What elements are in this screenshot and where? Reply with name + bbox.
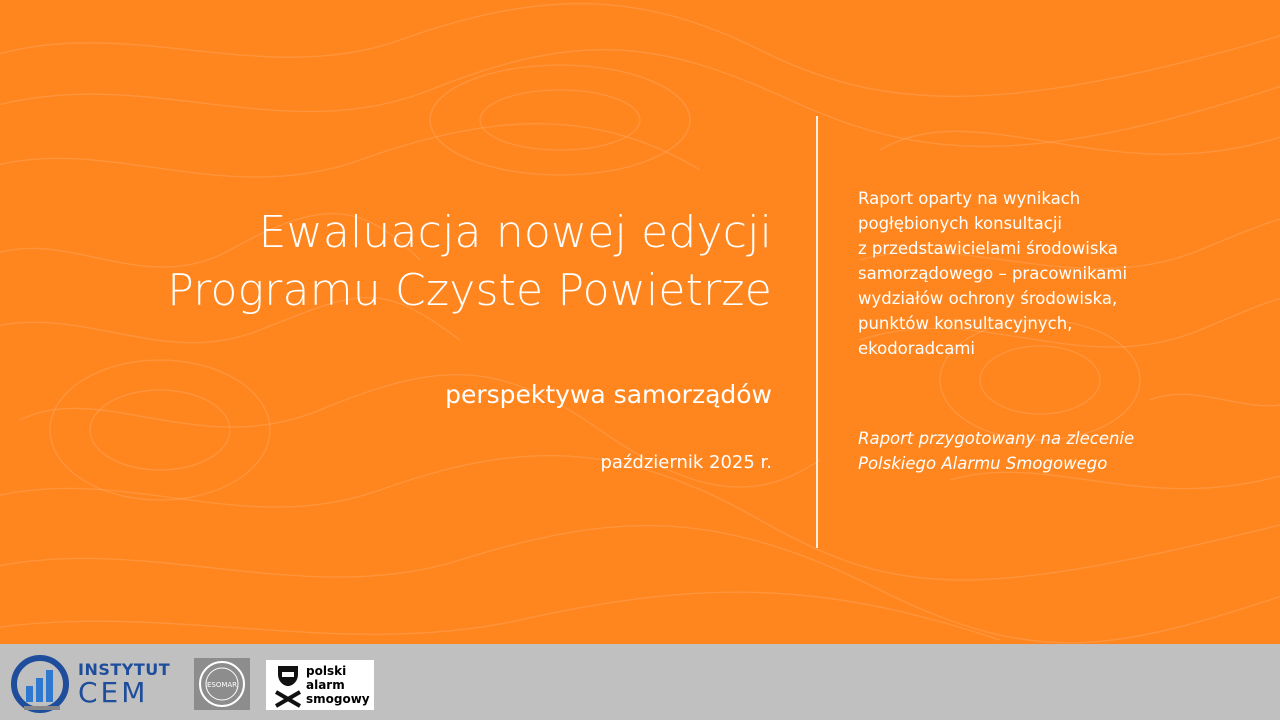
commission-line: Polskiego Alarmu Smogowego — [858, 454, 1108, 473]
report-date: październik 2025 r. — [600, 452, 772, 473]
mask-skull-icon — [270, 662, 306, 708]
cem-logo-word-1: INSTYTUT — [78, 660, 171, 679]
psa-logo-line: polski — [306, 664, 347, 678]
report-subtitle: perspektywa samorządów — [445, 380, 772, 409]
commission-line: Raport przygotowany na zlecenie — [858, 429, 1135, 448]
psa-logo-line: alarm — [306, 678, 345, 692]
polski-alarm-smogowy-logo — [266, 660, 374, 710]
cem-circle-icon — [10, 650, 74, 714]
psa-logo-text — [306, 664, 370, 706]
cem-logo-word-2: CEM — [78, 676, 149, 709]
description-line: Raport oparty na wynikach — [858, 189, 1081, 208]
instytut-cem-logo — [10, 650, 170, 714]
report-description — [858, 186, 1188, 361]
esomar-seal-icon — [194, 658, 250, 710]
description-line: wydziałów ochrony środowiska, — [858, 289, 1118, 308]
esomar-logo-text: ESOMAR — [206, 681, 238, 689]
title-line-2: Programu Czyste Powietrze — [167, 265, 772, 316]
description-line: z przedstawicielami środowiska — [858, 239, 1118, 258]
description-line: samorządowego – pracownikami — [858, 264, 1128, 283]
description-line: pogłębionych konsultacji — [858, 214, 1063, 233]
description-line: punktów konsultacyjnych, — [858, 314, 1073, 333]
esomar-logo — [194, 658, 250, 710]
commission-note — [858, 426, 1188, 476]
description-line: ekodoradcami — [858, 339, 975, 358]
title-line-1: Ewaluacja nowej edycji — [258, 207, 772, 258]
psa-logo-line: smogowy — [306, 692, 370, 706]
vertical-divider — [816, 116, 818, 548]
report-title — [72, 204, 772, 320]
logo-footer — [0, 644, 1280, 720]
